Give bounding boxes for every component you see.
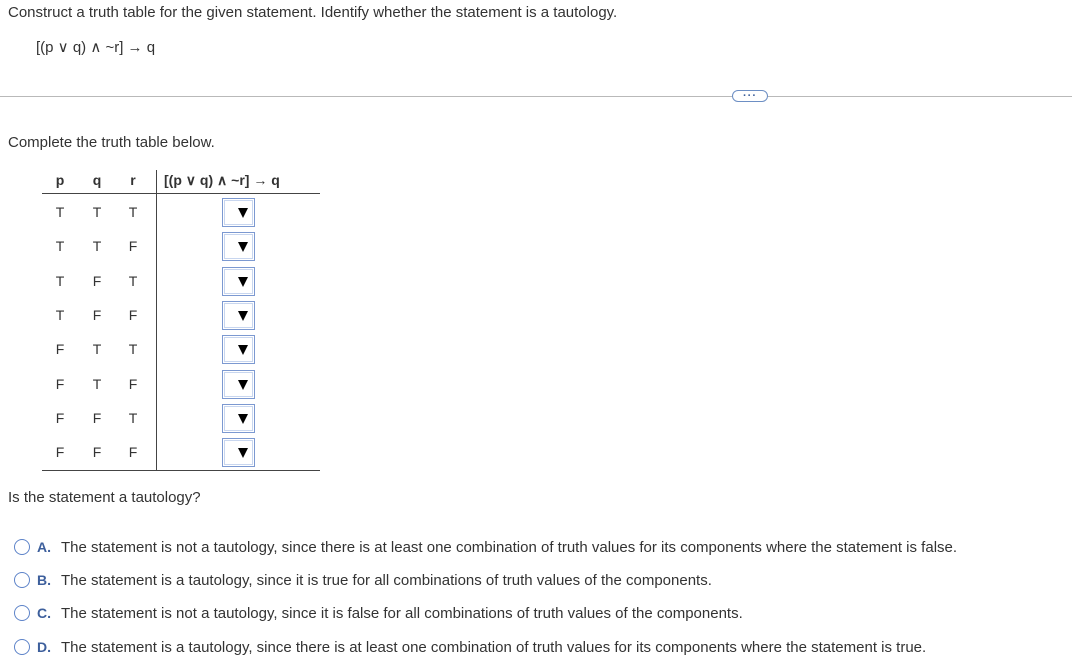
cell-q: T xyxy=(92,341,102,358)
header-q: q xyxy=(92,172,102,188)
header-p: p xyxy=(55,172,65,188)
cell-r: T xyxy=(128,341,138,358)
instructions-text: Construct a truth table for the given statement. Identify whether the statement is a tautology. xyxy=(8,4,618,21)
truth-value-dropdown[interactable] xyxy=(222,370,255,399)
cell-q: F xyxy=(92,444,102,461)
table-bottom-rule xyxy=(42,470,320,471)
table-header-rule xyxy=(42,193,320,194)
cell-r: F xyxy=(128,375,138,392)
option-text: The statement is not a tautology, since there is at least one combination of truth values for its components where the statement is false. xyxy=(61,538,958,556)
header-statement: [(p ∨ q) ∧ ~r] → q xyxy=(164,172,280,188)
more-button[interactable]: ··· xyxy=(732,90,768,102)
cell-q: T xyxy=(92,238,102,255)
cell-r: F xyxy=(128,306,138,323)
dropdown-arrow-icon xyxy=(238,448,248,458)
option-letter: D. xyxy=(37,639,51,655)
option-text: The statement is not a tautology, since it is false for all combinations of truth values of the components. xyxy=(61,604,743,622)
cell-p: F xyxy=(55,375,65,392)
dropdown-arrow-icon xyxy=(238,208,248,218)
cell-p: T xyxy=(55,204,65,220)
cell-r: T xyxy=(128,272,138,289)
dropdown-arrow-icon xyxy=(238,311,248,321)
option-letter: C. xyxy=(37,605,51,621)
radio-button[interactable] xyxy=(14,539,30,555)
dropdown-arrow-icon xyxy=(238,277,248,287)
truth-value-dropdown[interactable] xyxy=(222,404,255,433)
cell-p: F xyxy=(55,341,65,358)
dropdown-arrow-icon xyxy=(238,380,248,390)
cell-p: T xyxy=(55,272,65,289)
option-b[interactable] xyxy=(14,570,712,590)
cell-r: T xyxy=(128,204,138,220)
option-c[interactable] xyxy=(14,603,743,623)
dropdown-arrow-icon xyxy=(238,345,248,355)
dropdown-arrow-icon xyxy=(238,242,248,252)
cell-r: F xyxy=(128,444,138,461)
header-r: r xyxy=(130,172,136,188)
truth-value-dropdown[interactable] xyxy=(222,267,255,296)
dropdown-arrow-icon xyxy=(238,414,248,424)
option-a[interactable] xyxy=(14,537,957,557)
radio-button[interactable] xyxy=(14,605,30,621)
truth-value-dropdown[interactable] xyxy=(222,301,255,330)
truth-value-dropdown[interactable] xyxy=(222,198,255,227)
option-letter: A. xyxy=(37,539,51,555)
cell-q: T xyxy=(92,375,102,392)
cell-q: T xyxy=(92,204,102,220)
cell-q: F xyxy=(92,306,102,323)
truth-value-dropdown[interactable] xyxy=(222,438,255,467)
cell-p: T xyxy=(55,238,65,255)
cell-r: F xyxy=(128,238,138,255)
radio-button[interactable] xyxy=(14,572,30,588)
option-letter: B. xyxy=(37,572,51,588)
option-d[interactable] xyxy=(14,637,926,657)
radio-button[interactable] xyxy=(14,639,30,655)
option-text: The statement is a tautology, since there is at least one combination of truth values for its components where the statement is true. xyxy=(61,638,927,656)
cell-q: F xyxy=(92,409,102,426)
table-column-rule xyxy=(156,170,157,470)
truth-value-dropdown[interactable] xyxy=(222,335,255,364)
cell-p: F xyxy=(55,444,65,461)
truth-value-dropdown[interactable] xyxy=(222,232,255,261)
cell-r: T xyxy=(128,409,138,426)
truth-table xyxy=(42,170,320,472)
tautology-question: Is the statement a tautology? xyxy=(8,489,201,506)
complete-table-label: Complete the truth table below. xyxy=(8,134,215,151)
cell-p: T xyxy=(55,306,65,323)
divider xyxy=(0,96,1072,97)
option-text: The statement is a tautology, since it is true for all combinations of truth values of the components. xyxy=(61,571,712,589)
cell-p: F xyxy=(55,409,65,426)
cell-q: F xyxy=(92,272,102,289)
statement-expression: [(p ∨ q) ∧ ~r] → q xyxy=(36,39,156,56)
